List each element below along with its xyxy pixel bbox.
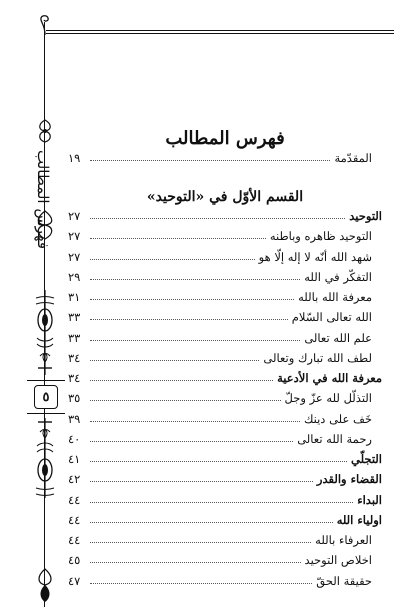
toc-page-number: ٤٧ (68, 573, 81, 588)
dot-leader (90, 360, 259, 361)
dot-leader (90, 238, 266, 239)
top-border-rule (46, 30, 394, 31)
toc-page-number: ٣١ (68, 290, 81, 304)
toc-page-number: ٤٤ (68, 533, 81, 547)
toc-page-number: ٢٧ (68, 209, 81, 223)
toc-label: حقيقة الحقّ (316, 573, 372, 588)
upper-column-ornament (32, 290, 58, 375)
bottom-scroll-ornament (32, 568, 58, 606)
toc-label: رحمة الله تعالى (297, 431, 372, 446)
toc-label: الله تعالى السّلام (291, 310, 372, 325)
dot-leader (90, 522, 333, 523)
toc-label: العرفاء بالله (315, 533, 372, 547)
top-border-rule-thin (46, 33, 394, 34)
toc-label: البداء (357, 492, 382, 507)
toc-label: معرفة الله بالله (298, 290, 372, 304)
dot-leader (90, 542, 311, 543)
toc-entry[interactable] (68, 347, 382, 365)
toc-label: القضاء والقدر (316, 472, 382, 487)
section-title: القسم الأوّل في «التوحيد» (146, 189, 304, 205)
toc-label: التذلّل لله عزّ وجلّ (284, 391, 372, 406)
toc-page-number: ٤٤ (68, 512, 81, 527)
dot-leader (90, 502, 353, 503)
side-running-title: فهرس المطالب (34, 150, 52, 250)
toc-entry[interactable] (68, 570, 382, 588)
dot-leader (90, 299, 294, 300)
toc-entry[interactable] (68, 468, 382, 486)
dot-leader (90, 279, 300, 280)
toc-page-number: ٣٤ (68, 350, 81, 365)
dot-leader (90, 400, 281, 401)
toc-entry[interactable] (68, 367, 382, 385)
dot-leader (90, 421, 300, 422)
dot-leader (90, 160, 330, 161)
dot-leader (90, 562, 301, 563)
top-scroll-ornament (32, 118, 58, 144)
dot-leader (90, 441, 293, 442)
toc-page-number: ٢٧ (68, 249, 81, 264)
toc-page-number: ٤٢ (68, 472, 81, 487)
toc-entry[interactable] (68, 549, 382, 567)
toc-entry[interactable] (68, 529, 382, 547)
dot-leader (90, 340, 300, 341)
toc-entry-intro[interactable] (68, 147, 382, 165)
dot-leader (90, 319, 288, 320)
toc-page-number: ٣٤ (68, 371, 81, 385)
toc-page-number: ٤٤ (68, 492, 81, 507)
dot-leader (90, 259, 255, 260)
toc-page-number: ٣٥ (68, 391, 81, 406)
toc-entry[interactable] (68, 205, 382, 223)
toc-label: خَف على دينك (303, 411, 372, 426)
toc-label: التوحيد (349, 209, 382, 223)
page-title: فهرس المطالب (165, 128, 285, 149)
toc-page-number: ٣٣ (68, 330, 81, 345)
toc-label: معرفة الله في الأدعية (277, 371, 382, 385)
lower-column-ornament (32, 418, 58, 498)
toc-page-number: ٢٩ (68, 269, 81, 284)
toc-label: شهد الله أنّه لا إله إلّا هو (258, 249, 372, 264)
corner-curl-ornament (38, 14, 52, 36)
toc-label: التفكّر في الله (304, 269, 372, 284)
toc-entry[interactable] (68, 428, 382, 446)
toc-page-number: ٤١ (68, 452, 81, 466)
toc-entry[interactable] (68, 246, 382, 264)
toc-page-number: ٢٧ (68, 229, 81, 244)
toc-label: علم الله تعالى (304, 330, 372, 345)
toc-entry[interactable] (68, 286, 382, 304)
toc-label: المقدّمة (334, 151, 372, 165)
toc-page-number: ٤٥ (68, 553, 81, 568)
toc-entry[interactable] (68, 448, 382, 466)
dot-leader (90, 583, 312, 584)
dot-leader (90, 461, 347, 462)
toc-page-number: ٤٠ (68, 431, 81, 446)
toc-page-number: ٣٣ (68, 310, 81, 325)
toc-label: التجلّي (351, 452, 382, 466)
toc-label: التوحيد ظاهره وباطنه (269, 229, 372, 244)
toc-label: لطف الله تبارك وتعالى (263, 350, 372, 365)
toc-entry[interactable] (68, 225, 382, 243)
toc-entry[interactable] (68, 408, 382, 426)
toc-page-number: ١٩ (68, 151, 81, 165)
toc-label: اخلاص التوحيد (304, 553, 372, 568)
toc-entry[interactable] (68, 509, 382, 527)
toc-entry[interactable] (68, 306, 382, 324)
toc-page-number: ٣٩ (68, 411, 81, 426)
page-number: ٥ (34, 385, 58, 409)
toc-entry[interactable] (68, 266, 382, 284)
dot-leader (90, 481, 313, 482)
dot-leader (90, 380, 273, 381)
toc-entry[interactable] (68, 489, 382, 507)
toc-label: اولياء الله (336, 512, 382, 527)
toc-entry[interactable] (68, 327, 382, 345)
toc-entry[interactable] (68, 387, 382, 405)
dot-leader (90, 218, 345, 219)
scroll-ornament (32, 210, 58, 240)
